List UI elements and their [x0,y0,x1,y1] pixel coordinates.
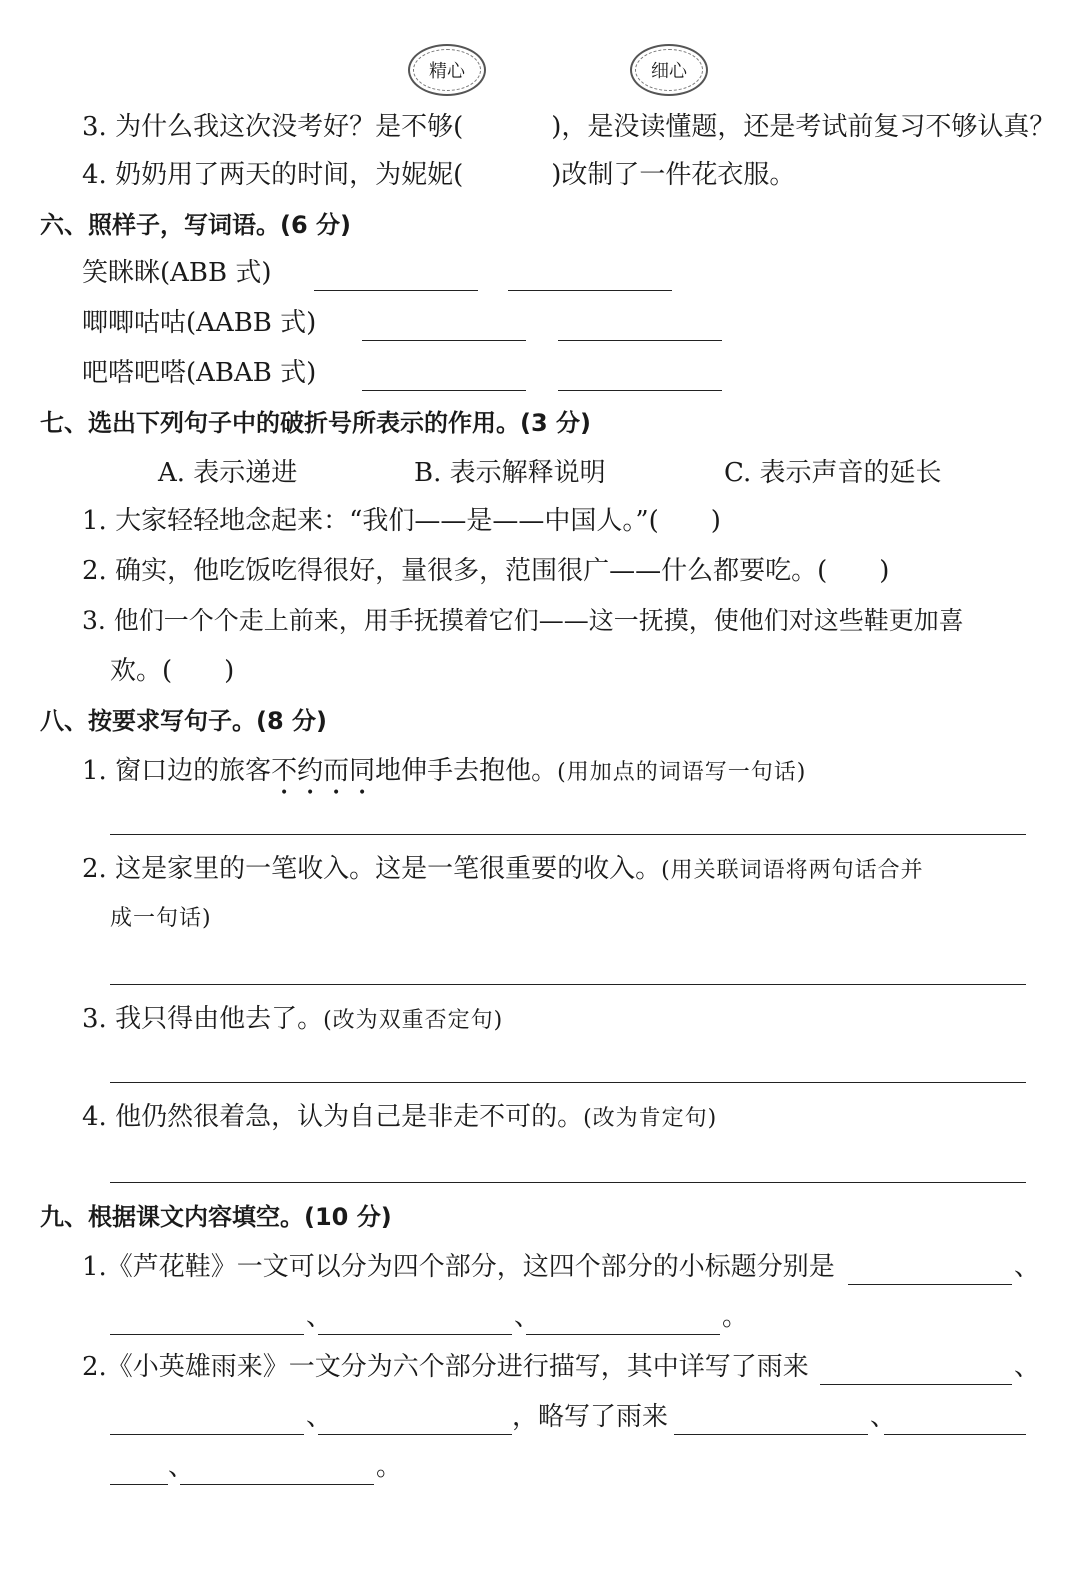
sec7-option-a: A. 表示递进 [158,458,298,488]
sec6-row2 [82,306,316,340]
sec8-q1-post: 地伸手去抱他。 [375,756,558,786]
sec9-q2-blank-1[interactable] [820,1356,1012,1385]
sec8-title: 八、按要求写句子。(8 分) [40,707,327,735]
sec8-q1-note: (用加点的词语写一句话) [557,760,807,785]
sec8-q4-text: 4. 他仍然很着急，认为自己是非走不可的。 [82,1102,584,1132]
sec9-q1-blank-3[interactable] [318,1306,512,1335]
seal-right-text: 细心 [651,61,687,82]
sec8-q1 [82,754,806,790]
sec8-q3-text: 3. 我只得由他去了。 [82,1004,324,1034]
sec6-row1-label: 笑眯眯(ABB 式) [82,258,272,288]
sec9-q2-text: 2.《小英雄雨来》一文分为六个部分进行描写，其中详写了雨来 [82,1352,809,1382]
sec6-row2-label: 唧唧咕咕(AABB 式) [82,308,317,338]
sec9-q1-blank-2[interactable] [110,1306,304,1335]
sec9-q1-blank-1[interactable] [848,1256,1012,1285]
emphasis-char-3: 而 [323,756,350,786]
emphasis-char-4: 同 [349,756,376,786]
sec8-q2-note1: (用关联词语将两句话合并 [661,858,924,883]
sec9-q2-end: 。 [376,1452,403,1482]
sec7-q2: 2. 确实，他吃饭吃得很好，量很多，范围很广——什么都要吃。( ) [82,556,890,586]
sec8-q2-answer-line[interactable] [110,984,1026,985]
sec9-q1-sep-2: 、 [306,1302,333,1332]
sec8-q4 [82,1100,717,1136]
sec8-q1-answer-line[interactable] [110,834,1026,835]
sec5-q4-pre: 4. 奶奶用了两天的时间，为妮妮( [82,160,464,190]
sec5-q4 [82,158,795,192]
sec9-q2-sep-1: 、 [1014,1352,1041,1382]
sec8-q3 [82,1002,503,1038]
sec9-q2-sep-3: 、 [870,1402,897,1432]
sec9-title: 九、根据课文内容填空。(10 分) [40,1203,392,1231]
sec7-option-b: B. 表示解释说明 [414,458,606,488]
sec9-q2-mid: ，略写了雨来 [512,1402,669,1432]
sec6-row3-blank-2[interactable] [558,362,722,391]
sec9-q2-blank-5[interactable] [884,1406,1026,1435]
emphasis-char-1: 不 [271,756,298,786]
sec5-q3-post: )，是没读懂题，还是考试前复习不够认真？ [551,112,1056,142]
sec7-q3-line2: 欢。( ) [110,656,235,686]
sec9-q1-sep-3: 、 [514,1302,541,1332]
sec9-q1-sep-1: 、 [1014,1252,1041,1282]
sec6-row2-blank-1[interactable] [362,312,526,341]
seal-left-text: 精心 [429,61,465,82]
sec9-q1-text: 1.《芦花鞋》一文可以分为四个部分，这四个部分的小标题分别是 [82,1252,835,1282]
sec7-q3-line1: 3. 他们一个个走上前来，用手抚摸着它们——这一抚摸，使他们对这些鞋更加喜 [82,606,964,635]
sec9-q1-blank-4[interactable] [526,1306,720,1335]
emphasis-char-2: 约 [297,756,324,786]
sec9-q2-blank-6[interactable] [180,1456,374,1485]
seal-right [630,44,708,96]
sec9-q2-sep-4: 、 [168,1452,195,1482]
sec7-q1: 1. 大家轻轻地念起来：“我们——是——中国人。”( ) [82,506,721,536]
sec7-title: 七、选出下列句子中的破折号所表示的作用。(3 分) [40,409,591,437]
sec6-row2-blank-2[interactable] [558,312,722,341]
sec5-q3 [82,110,1055,144]
seal-left [408,44,486,96]
sec8-q4-answer-line[interactable] [110,1182,1026,1183]
sec6-row1-blank-1[interactable] [314,262,478,291]
sec6-row1 [82,256,272,290]
sec9-q1-end: 。 [722,1302,749,1332]
sec6-row3 [82,356,316,390]
sec8-q2-line2: 成一句话) [110,906,212,931]
sec6-title: 六、照样子，写词语。(6 分) [40,211,351,239]
sec9-q2-blank-2[interactable] [110,1406,304,1435]
sec8-q4-note: (改为肯定句) [583,1106,718,1131]
sec9-q2-sep-2: 、 [306,1402,333,1432]
sec8-q3-note: (改为双重否定句) [323,1008,504,1033]
sec8-q3-answer-line[interactable] [110,1082,1026,1083]
sec9-q2-blank-3[interactable] [318,1406,512,1435]
sec8-q2-line1 [82,852,924,888]
sec8-q2-text: 2. 这是家里的一笔收入。这是一笔很重要的收入。 [82,854,662,884]
sec5-q3-pre: 3. 为什么我这次没考好？是不够( [82,112,464,142]
sec7-option-c: C. 表示声音的延长 [724,458,942,488]
sec9-q2-blank-4[interactable] [674,1406,868,1435]
sec6-row3-label: 吧嗒吧嗒(ABAB 式) [82,358,317,388]
sec6-row1-blank-2[interactable] [508,262,672,291]
sec8-q1-pre: 1. 窗口边的旅客 [82,756,272,786]
sec5-q4-post: )改制了一件花衣服。 [551,160,796,190]
sec6-row3-blank-1[interactable] [362,362,526,391]
sec9-q2-blank-5-cont[interactable] [110,1456,168,1485]
